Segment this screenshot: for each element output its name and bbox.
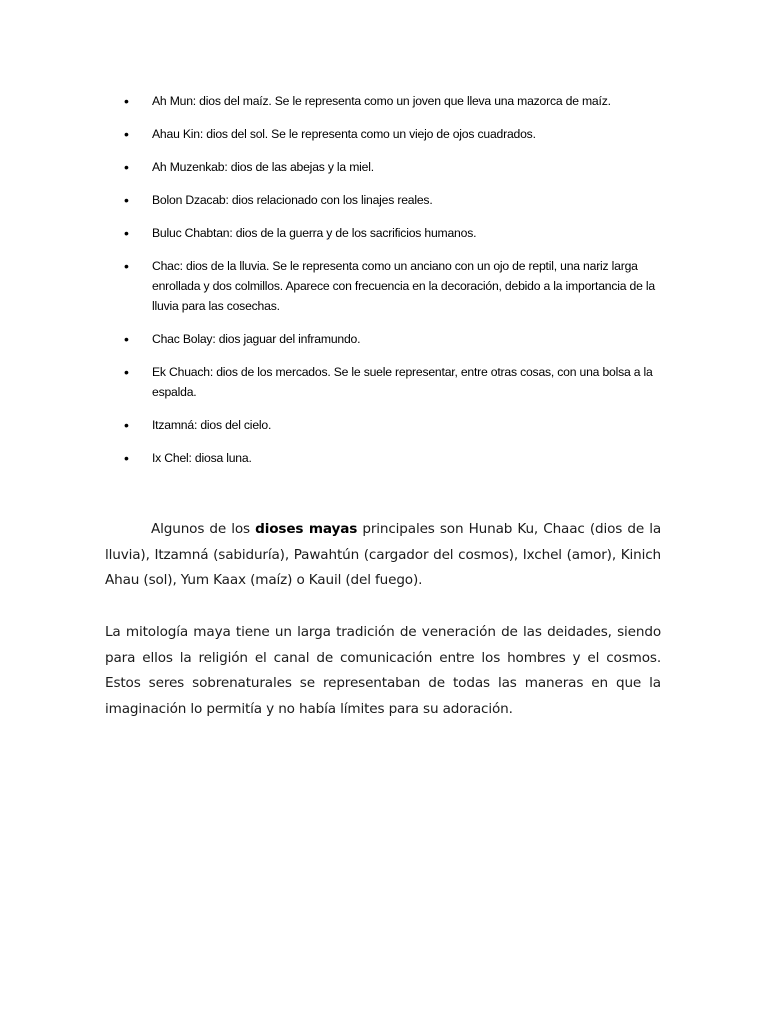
bullet-icon: • bbox=[124, 192, 129, 208]
list-item-text: Ah Mun: dios del maíz. Se le representa como un joven que lleva una mazorca de maíz. bbox=[152, 94, 611, 108]
bullet-icon: • bbox=[124, 225, 129, 241]
list-item-text: Itzamná: dios del cielo. bbox=[152, 418, 272, 432]
list-item bbox=[124, 91, 664, 111]
list-item bbox=[124, 256, 664, 316]
bullet-icon: • bbox=[124, 417, 129, 433]
gods-bullet-list bbox=[124, 91, 664, 481]
paragraph-main-gods bbox=[105, 517, 661, 594]
bullet-icon: • bbox=[124, 126, 129, 142]
list-item-text: Buluc Chabtan: dios de la guerra y de los sacrificios humanos. bbox=[152, 226, 477, 240]
list-item-text: Bolon Dzacab: dios relacionado con los linajes reales. bbox=[152, 193, 433, 207]
list-item-text: Ahau Kin: dios del sol. Se le representa como un viejo de ojos cuadrados. bbox=[152, 127, 536, 141]
list-item bbox=[124, 223, 664, 243]
list-item bbox=[124, 124, 664, 144]
paragraph-mythology: La mitología maya tiene un larga tradición de veneración de las deidades, siendo para ellos la religión el canal de comunicación entre los hombres y el cosmos. Estos seres sobrenaturales se representaban de todas las maneras en que la imaginación lo permitía y no había límites para su adoración. bbox=[105, 624, 661, 717]
list-item-text: Ah Muzenkab: dios de las abejas y la miel. bbox=[152, 160, 374, 174]
list-item bbox=[124, 362, 664, 402]
bullet-icon: • bbox=[124, 258, 129, 274]
paragraph-bold-term: dioses mayas bbox=[255, 521, 358, 537]
list-item bbox=[124, 415, 664, 435]
list-item-text: Ek Chuach: dios de los mercados. Se le suele representar, entre otras cosas, con una bolsa a la espalda. bbox=[152, 365, 653, 399]
list-item-text: Ix Chel: diosa luna. bbox=[152, 451, 252, 465]
bullet-icon: • bbox=[124, 364, 129, 380]
bullet-icon: • bbox=[124, 93, 129, 109]
bullet-icon: • bbox=[124, 450, 129, 466]
list-item bbox=[124, 448, 664, 468]
list-item bbox=[124, 157, 664, 177]
list-item-text: Chac: dios de la lluvia. Se le representa como un anciano con un ojo de reptil, una nariz larga enrollada y dos colmillos. Aparece con frecuencia en la decoración, debido a la importancia de la lluvia para las cosechas. bbox=[152, 259, 655, 313]
bullet-icon: • bbox=[124, 331, 129, 347]
list-item-text: Chac Bolay: dios jaguar del inframundo. bbox=[152, 332, 361, 346]
paragraph-text-before: Algunos de los bbox=[151, 521, 256, 537]
paragraph-text-after: principales son Hunab Ku, Chaac (dios de la lluvia), Itzamná (sabiduría), Pawahtún (cargador del cosmos), Ixchel (amor), Kinich Ahau (sol), Yum Kaax (maíz) o Kauil (del fuego). bbox=[105, 521, 662, 588]
list-item bbox=[124, 329, 664, 349]
list-item bbox=[124, 190, 664, 210]
bullet-icon: • bbox=[124, 159, 129, 175]
